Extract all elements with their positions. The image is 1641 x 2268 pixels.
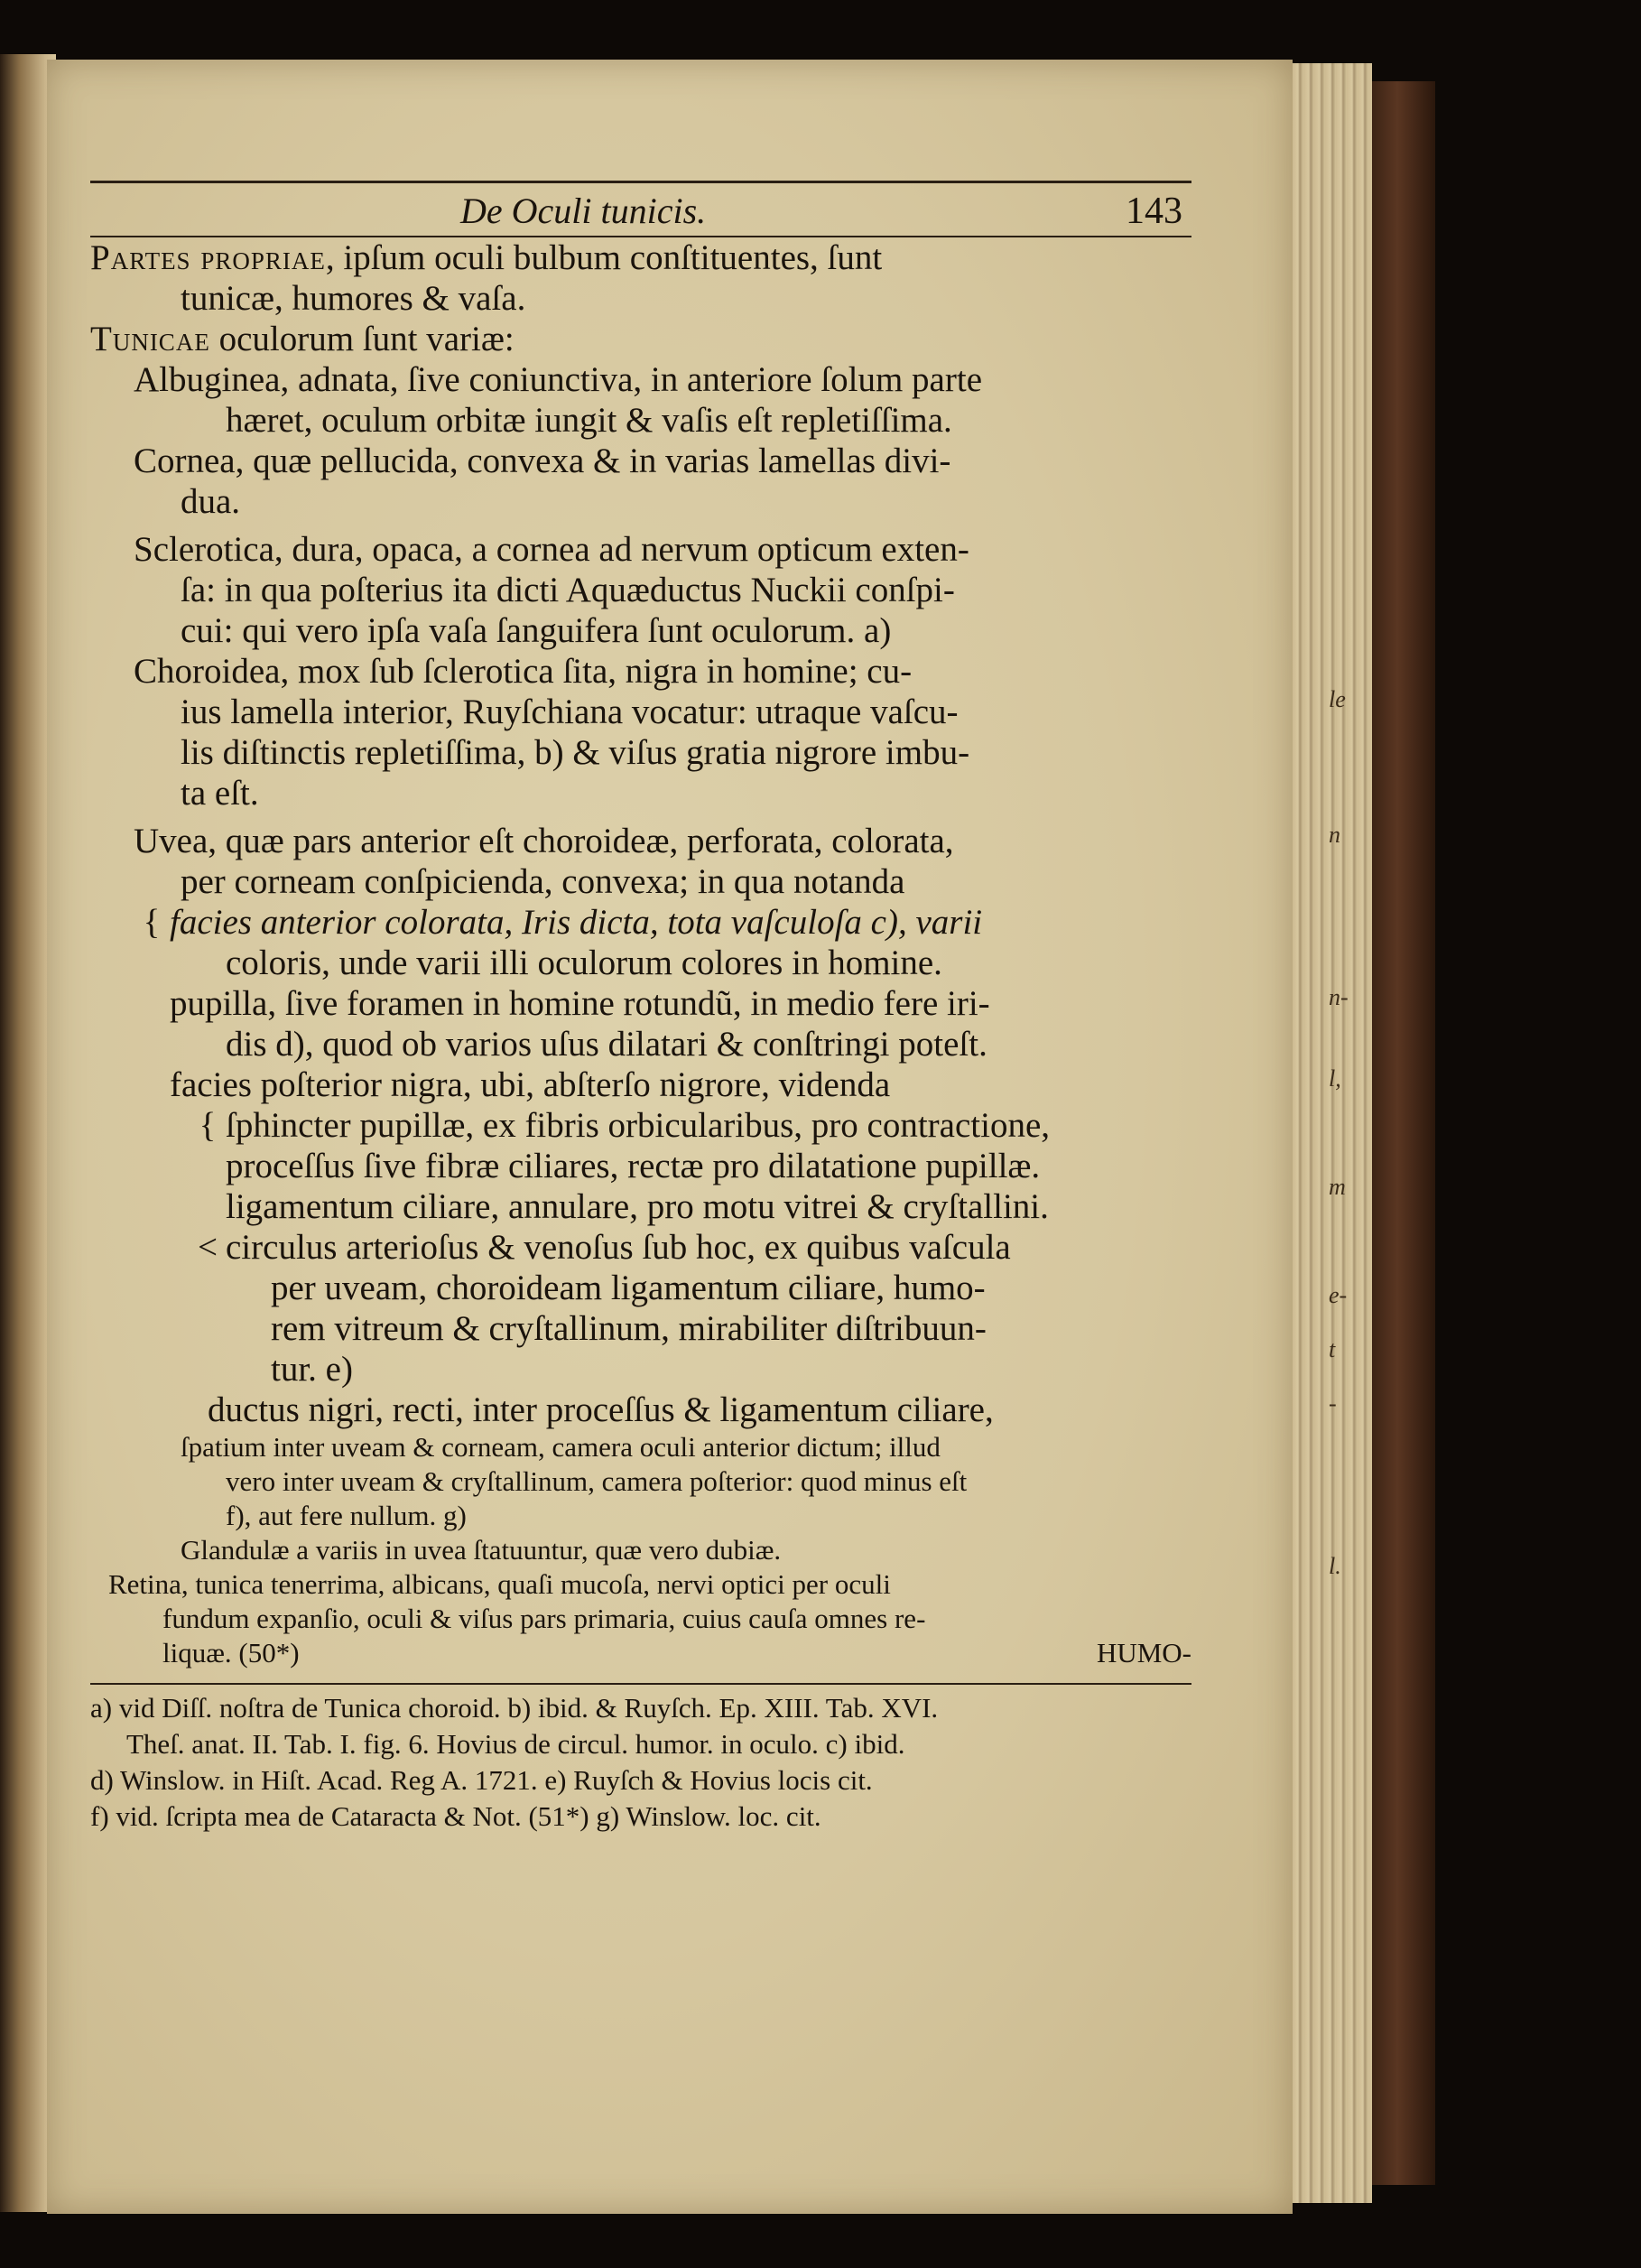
sclerotica-line: ſa: in qua poſterius ita dicti Aquæductus Nuckii conſpi- xyxy=(181,571,955,609)
margin-mark: l. xyxy=(1329,1553,1341,1579)
running-header xyxy=(90,183,1191,236)
spatium-line: vero inter uveam & cryſtallinum, camera poſterior: quod minus eſt xyxy=(226,1465,968,1497)
facies-anterior-line: { facies anterior colorata, Iris dicta, tota vaſculoſa c), varii xyxy=(90,902,1191,943)
uvea-line: per corneam conſpicienda, convexa; in qua notanda xyxy=(181,862,905,901)
retina-end: liquæ. (50*) xyxy=(162,1637,300,1668)
footnote-rule xyxy=(90,1683,1191,1685)
next-page-margin xyxy=(1327,686,1363,1589)
facies-posterior-line: facies poſterior nigra, ubi, abſterſo nigrore, videnda xyxy=(170,1065,891,1104)
brace: < xyxy=(198,1228,218,1267)
sclerotica-line: Sclerotica, dura, opaca, a cornea ad nervum opticum exten- xyxy=(134,530,969,569)
choroidea-line: lis diſtinctis repletiſſima, b) & viſus gratia nigrore imbu- xyxy=(181,733,970,772)
partes-text: , ipſum oculi bulbum conſtituentes, ſunt xyxy=(325,238,883,277)
catchword: HUMO- xyxy=(1096,1637,1191,1668)
margin-mark: e- xyxy=(1329,1282,1348,1308)
footnote-line: d) Winslow. in Hiſt. Acad. Reg A. 1721. e) Ruyſch & Hovius locis cit. xyxy=(90,1764,873,1796)
retina-line: fundum expanſio, oculi & viſus pars primaria, cuius cauſa omnes re- xyxy=(162,1603,926,1634)
book-cover xyxy=(1372,81,1435,2185)
glandulae-line: Glandulæ a variis in uvea ſtatuuntur, quæ vero dubiæ. xyxy=(181,1534,782,1566)
retina-line: Retina, tunica tenerrima, albicans, quaſi mucoſa, nervi optici per oculi xyxy=(108,1568,891,1600)
margin-mark: m xyxy=(1329,1174,1346,1200)
pupilla-line: pupilla, ſive foramen in homine rotundũ, in medio fere iri- xyxy=(170,984,990,1023)
uvea-line: Uvea, quæ pars anterior eſt choroideæ, perforata, colorata, xyxy=(134,822,954,860)
tunicae-heading: Tunicae xyxy=(90,320,210,358)
spacer xyxy=(90,522,1191,529)
margin-mark: n- xyxy=(1329,984,1349,1010)
footnotes xyxy=(90,1690,1191,1835)
partes-line xyxy=(90,237,1191,278)
ductus-line: ductus nigri, recti, inter proceſſus & ligamentum ciliare, xyxy=(208,1390,994,1429)
spatium-line: f), aut fere nullum. g) xyxy=(226,1500,467,1531)
footnote-line: a) vid Diſſ. noſtra de Tunica choroid. b) ibid. & Ruyſch. Ep. XIII. Tab. XVI. xyxy=(90,1692,939,1724)
page-number: 143 xyxy=(1126,191,1182,232)
footnote-line: f) vid. ſcripta mea de Cataracta & Not. (51*) g) Winslow. loc. cit. xyxy=(90,1800,821,1832)
footnote-line: Theſ. anat. II. Tab. I. fig. 6. Hovius de circul. humor. in oculo. c) ibid. xyxy=(126,1728,905,1760)
margin-mark: le xyxy=(1329,686,1346,712)
margin-mark: - xyxy=(1329,1390,1337,1417)
brace: { xyxy=(199,1106,217,1145)
cornea-line: dua. xyxy=(181,482,241,521)
circulus-line: < circulus arterioſus & venoſus ſub hoc, ex quibus vaſcula xyxy=(90,1227,1191,1268)
margin-mark: l, xyxy=(1329,1065,1341,1092)
tunicae-line xyxy=(90,319,1191,359)
brace: { xyxy=(143,903,161,942)
partes-heading: Partes propriae xyxy=(90,238,326,277)
choroidea-line: ius lamella interior, Ruyſchiana vocatur: utraque vaſcu- xyxy=(181,692,959,731)
processus-line: proceſſus ſive fibræ ciliares, rectæ pro dilatatione pupillæ. xyxy=(226,1147,1041,1185)
spatium-line: ſpatium inter uveam & corneam, camera oculi anterior dictum; illud xyxy=(181,1431,941,1463)
margin-mark: t xyxy=(1329,1336,1336,1362)
choroidea-line: ta eſt. xyxy=(181,774,259,813)
running-title: De Oculi tunicis. xyxy=(460,191,707,231)
retina-line xyxy=(90,1636,1191,1670)
circulus-line: per uveam, choroideam ligamentum ciliare, humo- xyxy=(271,1269,986,1307)
page-text xyxy=(90,181,1191,1835)
cornea-line: Cornea, quæ pellucida, convexa & in varias lamellas divi- xyxy=(134,442,951,480)
spacer xyxy=(90,813,1191,821)
sclerotica-line: cui: qui vero ipſa vaſa ſanguifera ſunt oculorum. a) xyxy=(181,611,892,650)
sphincter-line: { ſphincter pupillæ, ex fibris orbicularibus, pro contractione, xyxy=(90,1105,1191,1146)
choroidea-line: Choroidea, mox ſub ſclerotica ſita, nigra in homine; cu- xyxy=(134,652,913,691)
circulus-line: tur. e) xyxy=(271,1350,353,1389)
facies-anterior-line: coloris, unde varii illi oculorum colores in homine. xyxy=(226,943,942,982)
ligamentum-line: ligamentum ciliare, annulare, pro motu vitrei & cryſtallini. xyxy=(226,1187,1049,1226)
albuginea-line: Albuginea, adnata, ſive coniunctiva, in anteriore ſolum parte xyxy=(134,360,982,399)
circulus-line: rem vitreum & cryſtallinum, mirabiliter diſtribuun- xyxy=(271,1309,987,1348)
tunicae-text: oculorum ſunt variæ: xyxy=(209,320,515,358)
pupilla-line: dis d), quod ob varios uſus dilatari & conſtringi poteſt. xyxy=(226,1025,987,1064)
albuginea-line: hæret, oculum orbitæ iungit & vaſis eſt repletiſſima. xyxy=(226,401,952,440)
margin-mark: n xyxy=(1329,822,1340,848)
partes-line: tunicæ, humores & vaſa. xyxy=(181,279,526,318)
